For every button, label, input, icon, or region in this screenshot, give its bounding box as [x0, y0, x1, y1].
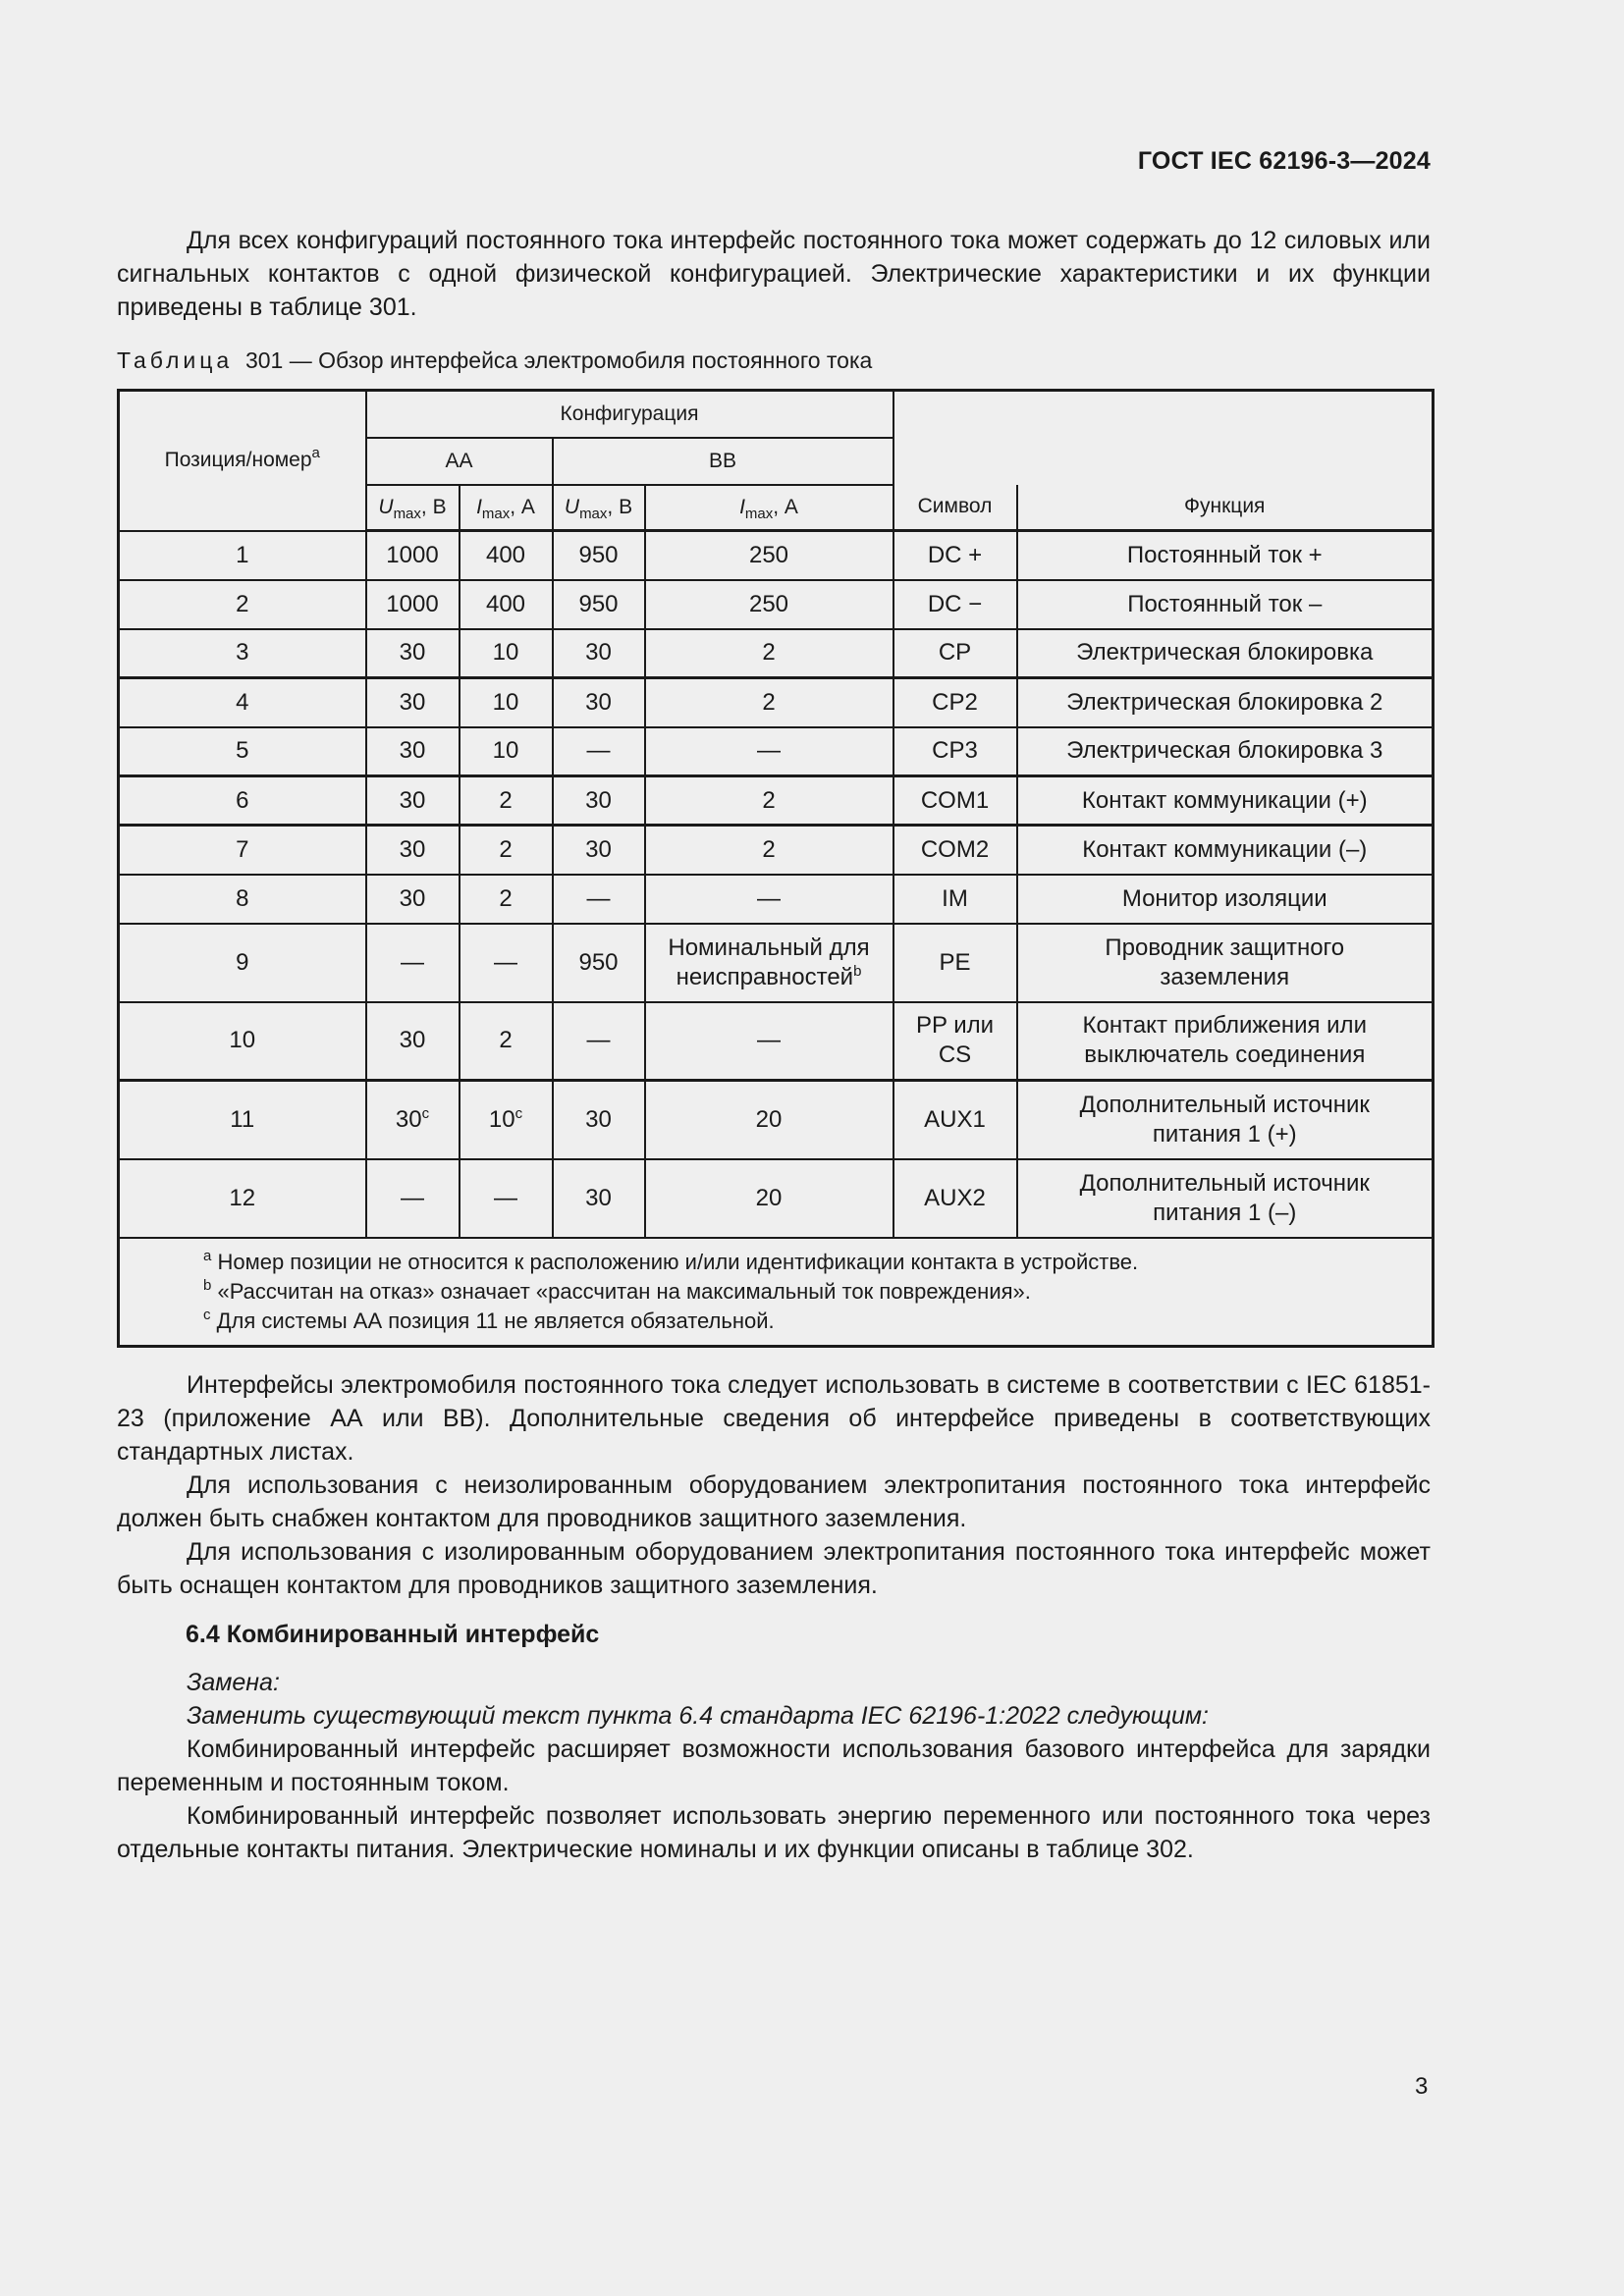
cell-aa-u: 30$^c$: [366, 1081, 460, 1159]
cell-function: Проводник защитного заземления: [1017, 924, 1434, 1002]
table-row: [119, 924, 1434, 1002]
cell-position: 3: [119, 629, 366, 678]
cell-aa-i: 2: [460, 875, 553, 924]
cell-aa-u: —: [366, 924, 460, 1002]
section-text: [117, 1666, 1431, 1866]
cell-aa-i: 2: [460, 776, 553, 826]
cell-symbol: DC +: [893, 531, 1017, 580]
cell-bb-i: 250: [645, 580, 893, 629]
cell-aa-i: 400: [460, 580, 553, 629]
cell-function: Контакт коммуникации (–): [1017, 826, 1434, 875]
cell-function: Контакт коммуникации (+): [1017, 776, 1434, 826]
paragraph: Комбинированный интерфейс расширяет возможности использования базового интерфейса для зарядки переменным и постоянным током.: [117, 1735, 1431, 1796]
table-footnotes: [119, 1238, 1434, 1347]
cell-position: 8: [119, 875, 366, 924]
intro-paragraph: [117, 224, 1431, 324]
cell-bb-u: —: [553, 727, 645, 776]
header-blank: [893, 391, 1434, 485]
cell-aa-i: —: [460, 1159, 553, 1238]
table-row: [119, 875, 1434, 924]
cell-function: Постоянный ток –: [1017, 580, 1434, 629]
cell-aa-i: 10: [460, 678, 553, 727]
cell-bb-i: —: [645, 1002, 893, 1081]
cell-bb-i: 2: [645, 629, 893, 678]
footnote: $^b$ «Рассчитан на отказ» означает «рассчитан на максимальный ток повреждения».: [203, 1276, 1031, 1304]
table-row: [119, 1081, 1434, 1159]
header-aa: AA: [366, 438, 553, 485]
intro-text: Для всех конфигураций постоянного тока интерфейс постоянного тока может содержать до 12 силовых или сигнальных контактов с одной физической конфигурацией. Электрические характеристики и их функции приведены в таблице 301.: [117, 227, 1431, 321]
cell-symbol: AUX1: [893, 1081, 1017, 1159]
after-table-text: [117, 1368, 1431, 1602]
cell-symbol: PE: [893, 924, 1017, 1002]
cell-aa-u: 30: [366, 875, 460, 924]
cell-aa-i: 10: [460, 727, 553, 776]
cell-aa-i: —: [460, 924, 553, 1002]
cell-symbol: COM2: [893, 826, 1017, 875]
cell-symbol: CP: [893, 629, 1017, 678]
cell-function: Контакт приближения или выключатель соединения: [1017, 1002, 1434, 1081]
cell-position: 5: [119, 727, 366, 776]
table-header-row: [119, 391, 1434, 438]
cell-symbol: CP2: [893, 678, 1017, 727]
cell-position: 7: [119, 826, 366, 875]
table-caption-prefix: Таблица: [117, 347, 234, 373]
table-row: [119, 580, 1434, 629]
cell-symbol: COM1: [893, 776, 1017, 826]
table-row: [119, 776, 1434, 826]
cell-function: Монитор изоляции: [1017, 875, 1434, 924]
cell-aa-u: 30: [366, 776, 460, 826]
header-position: Позиция/номер$^a$: [119, 391, 366, 531]
cell-bb-i: 2: [645, 678, 893, 727]
cell-bb-u: —: [553, 1002, 645, 1081]
cell-position: 2: [119, 580, 366, 629]
header-bb-umax: $U_{max}$, В: [553, 485, 645, 531]
cell-aa-u: 30: [366, 678, 460, 727]
header-bb: BB: [553, 438, 893, 485]
cell-bb-u: 30: [553, 629, 645, 678]
cell-function: Электрическая блокировка 2: [1017, 678, 1434, 727]
cell-function: Электрическая блокировка 3: [1017, 727, 1434, 776]
cell-position: 11: [119, 1081, 366, 1159]
table-caption-text: 301 — Обзор интерфейса электромобиля постоянного тока: [244, 347, 873, 373]
paragraph: Для использования с неизолированным оборудованием электропитания постоянного тока интерфейс должен быть снабжен контактом для проводников защитного заземления.: [117, 1471, 1431, 1532]
table-footnotes-row: [119, 1238, 1434, 1347]
cell-bb-i: 250: [645, 531, 893, 580]
cell-aa-i: 2: [460, 826, 553, 875]
section-heading: 6.4 Комбинированный интерфейс: [186, 1621, 600, 1648]
paragraph: Интерфейсы электромобиля постоянного тока следует использовать в системе в соответствии с IEC 61851-23 (приложение АА или ВВ). Дополнительные сведения об интерфейсе приведены в соответствующих стандартных листах.: [117, 1371, 1431, 1466]
table-row: [119, 1002, 1434, 1081]
cell-aa-u: —: [366, 1159, 460, 1238]
paragraph: Комбинированный интерфейс позволяет использовать энергию переменного или постоянного тока через отдельные контакты питания. Электрические номиналы и их функции описаны в таблице 302.: [117, 1802, 1431, 1863]
cell-bb-u: 30: [553, 678, 645, 727]
header-aa-umax: $U_{max}$, В: [366, 485, 460, 531]
cell-bb-u: 30: [553, 826, 645, 875]
cell-position: 6: [119, 776, 366, 826]
cell-function: Дополнительный источник питания 1 (–): [1017, 1159, 1434, 1238]
cell-bb-u: —: [553, 875, 645, 924]
cell-aa-u: 30: [366, 826, 460, 875]
cell-position: 1: [119, 531, 366, 580]
cell-bb-u: 950: [553, 924, 645, 1002]
replace-label: Замена:: [187, 1669, 280, 1696]
table-caption: [117, 346, 872, 375]
cell-function: Электрическая блокировка: [1017, 629, 1434, 678]
replace-instruction: Заменить существующий текст пункта 6.4 стандарта IEC 62196-1:2022 следующим:: [187, 1702, 1210, 1730]
table-row: [119, 1159, 1434, 1238]
document-code: ГОСТ IEC 62196-3—2024: [1137, 147, 1431, 175]
cell-bb-u: 30: [553, 1081, 645, 1159]
table-row: [119, 678, 1434, 727]
cell-bb-i: 2: [645, 776, 893, 826]
cell-bb-i: —: [645, 875, 893, 924]
table-row: [119, 826, 1434, 875]
cell-symbol: PP или CS: [893, 1002, 1017, 1081]
table-row: [119, 629, 1434, 678]
cell-aa-u: 1000: [366, 531, 460, 580]
header-configuration: Конфигурация: [366, 391, 893, 438]
cell-bb-i: Номинальный для неисправностей$^b$: [645, 924, 893, 1002]
cell-position: 9: [119, 924, 366, 1002]
dc-interface-table: [117, 389, 1435, 1348]
page-number: 3: [1415, 2073, 1429, 2100]
cell-bb-i: 20: [645, 1081, 893, 1159]
header-symbol: Символ: [893, 485, 1017, 531]
paragraph: Для использования с изолированным оборудованием электропитания постоянного тока интерфейс может быть оснащен контактом для проводников защитного заземления.: [117, 1538, 1431, 1599]
cell-bb-i: 20: [645, 1159, 893, 1238]
footnote: $^c$ Для системы АА позиция 11 не является обязательной.: [203, 1306, 775, 1333]
cell-function: Дополнительный источник питания 1 (+): [1017, 1081, 1434, 1159]
cell-aa-u: 30: [366, 727, 460, 776]
cell-aa-i: 2: [460, 1002, 553, 1081]
header-function: Функция: [1017, 485, 1434, 531]
cell-bb-u: 950: [553, 580, 645, 629]
cell-position: 4: [119, 678, 366, 727]
cell-aa-i: 10$^c$: [460, 1081, 553, 1159]
footnote: $^a$ Номер позиции не относится к расположению и/или идентификации контакта в устройстве.: [203, 1247, 1139, 1274]
cell-bb-u: 30: [553, 1159, 645, 1238]
cell-bb-u: 950: [553, 531, 645, 580]
cell-bb-i: —: [645, 727, 893, 776]
cell-aa-i: 400: [460, 531, 553, 580]
cell-function: Постоянный ток +: [1017, 531, 1434, 580]
table-row: [119, 531, 1434, 580]
cell-symbol: CP3: [893, 727, 1017, 776]
cell-symbol: AUX2: [893, 1159, 1017, 1238]
cell-aa-i: 10: [460, 629, 553, 678]
cell-aa-u: 1000: [366, 580, 460, 629]
table-row: [119, 727, 1434, 776]
cell-symbol: IM: [893, 875, 1017, 924]
cell-symbol: DC −: [893, 580, 1017, 629]
cell-position: 12: [119, 1159, 366, 1238]
cell-aa-u: 30: [366, 629, 460, 678]
cell-bb-i: 2: [645, 826, 893, 875]
cell-position: 10: [119, 1002, 366, 1081]
header-bb-imax: $I_{max}$, А: [645, 485, 893, 531]
header-aa-imax: $I_{max}$, А: [460, 485, 553, 531]
cell-bb-u: 30: [553, 776, 645, 826]
cell-aa-u: 30: [366, 1002, 460, 1081]
